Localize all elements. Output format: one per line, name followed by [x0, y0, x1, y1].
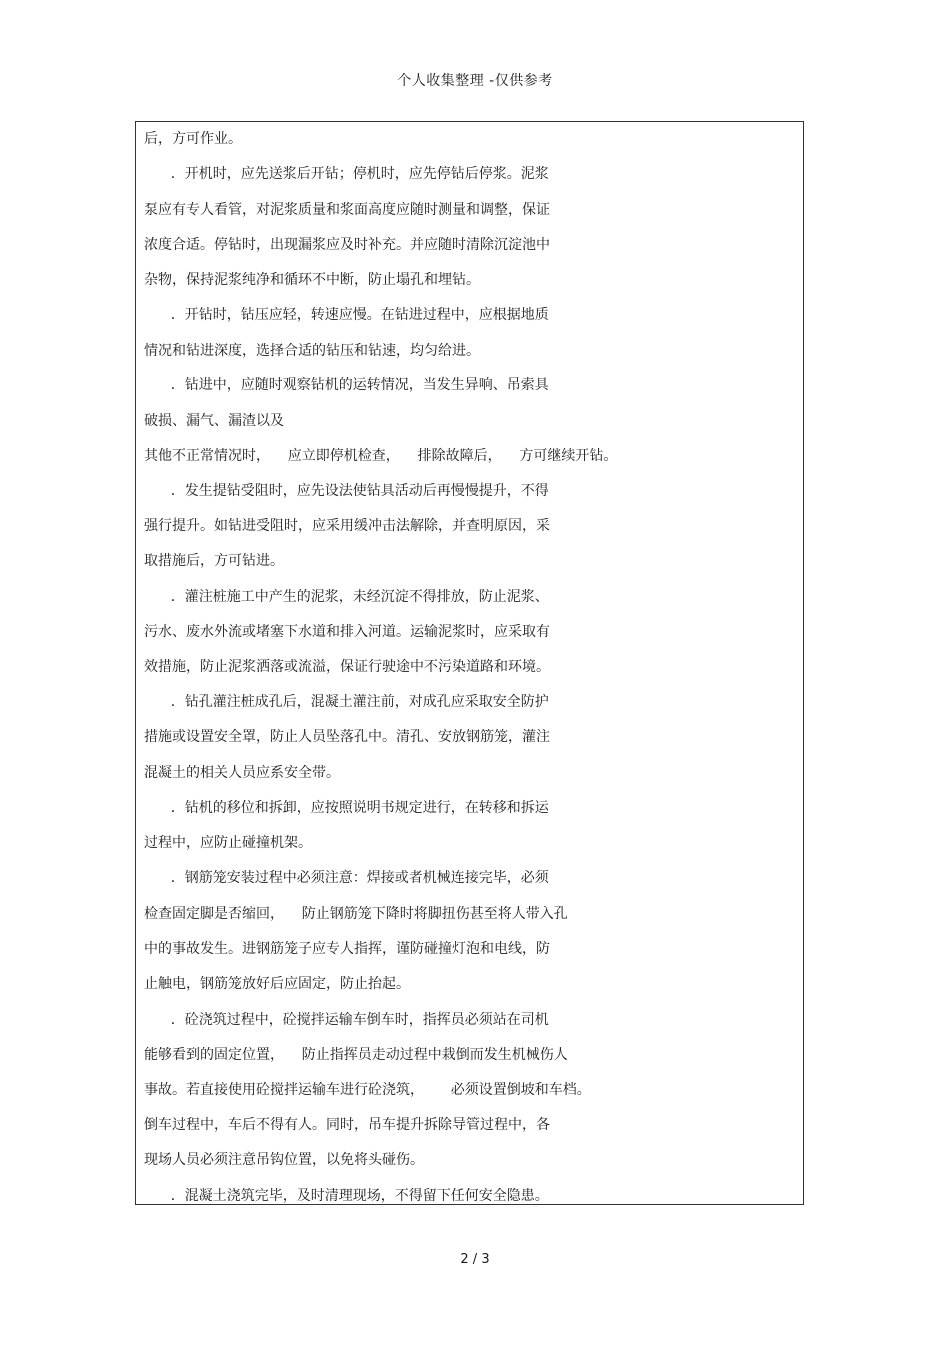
page-number: 2 / 3 [460, 1252, 490, 1267]
text-line: 破损、漏气、漏渣以及 [144, 413, 284, 429]
text-line: 止触电，钢筋笼放好后应固定，防止抬起。 [144, 976, 410, 992]
text-line: 混凝土的相关人员应系安全带。 [144, 765, 340, 781]
text-line: 杂物，保持泥浆纯净和循环不中断，防止塌孔和埋钻。 [144, 272, 480, 288]
text-line: ．钻机的移位和拆卸，应按照说明书规定进行，在转移和拆运 [144, 800, 549, 816]
text-line: 浓度合适。停钻时，出现漏浆应及时补充。并应随时清除沉淀池中 [144, 237, 550, 253]
text-line: 检查固定脚是否缩回， 防止钢筋笼下降时将脚扭伤甚至将人带入孔 [144, 906, 568, 922]
text-line: 情况和钻进深度，选择合适的钻压和钻速，均匀给进。 [144, 343, 480, 359]
text-line: ．钻孔灌注桩成孔后，混凝土灌注前，对成孔应采取安全防护 [144, 694, 549, 710]
text-line: 污水、废水外流或堵塞下水道和排入河道。运输泥浆时，应采取有 [144, 624, 550, 640]
text-line: ．混凝土浇筑完毕，及时清理现场，不得留下任何安全隐患。 [144, 1188, 549, 1204]
text-line: 过程中，应防止碰撞机架。 [144, 835, 312, 851]
text-line: 强行提升。如钻进受阻时，应采用缓冲击法解除，并查明原因，采 [144, 518, 550, 534]
text-line: 取措施后，方可钻进。 [144, 553, 284, 569]
text-line: 措施或设置安全罩，防止人员坠落孔中。清孔、安放钢筋笼，灌注 [144, 729, 550, 745]
text-line: 中的事故发生。进钢筋笼子应专人指挥，谨防碰撞灯泡和电线，防 [144, 941, 550, 957]
text-line: ．发生提钻受阻时，应先设法使钻具活动后再慢慢提升，不得 [144, 483, 549, 499]
text-line: 其他不正常情况时， 应立即停机检查， 排除故障后， 方可继续开钻。 [144, 448, 618, 464]
text-line: ．钻进中，应随时观察钻机的运转情况，当发生异响、吊索具 [144, 377, 549, 393]
text-line: ．开机时，应先送浆后开钻；停机时，应先停钻后停浆。泥浆 [144, 166, 549, 182]
text-line: 泵应有专人看管，对泥浆质量和浆面高度应随时测量和调整，保证 [144, 202, 550, 218]
text-line: 现场人员必须注意吊钩位置，以免将头碰伤。 [144, 1152, 424, 1168]
text-line: 效措施，防止泥浆洒落或流溢，保证行驶途中不污染道路和环境。 [144, 659, 550, 675]
text-line: ．灌注桩施工中产生的泥浆，未经沉淀不得排放，防止泥浆、 [144, 589, 549, 605]
text-line: 倒车过程中，车后不得有人。同时，吊车提升拆除导管过程中，各 [144, 1117, 550, 1133]
text-line: 事故。若直接使用砼搅拌运输车进行砼浇筑， 必须设置倒坡和车档。 [144, 1082, 591, 1098]
text-line: 能够看到的固定位置， 防止指挥员走动过程中栽倒而发生机械伤人 [144, 1047, 568, 1063]
text-line: ．钢筋笼安装过程中必须注意：焊接或者机械连接完毕，必须 [144, 870, 549, 886]
text-line: ．开钻时，钻压应轻，转速应慢。在钻进过程中，应根据地质 [144, 307, 549, 323]
text-line: 后，方可作业。 [144, 131, 242, 147]
page-header: 个人收集整理 -仅供参考 [397, 73, 553, 89]
text-line: ．砼浇筑过程中，砼搅拌运输车倒车时，指挥员必须站在司机 [144, 1012, 549, 1028]
